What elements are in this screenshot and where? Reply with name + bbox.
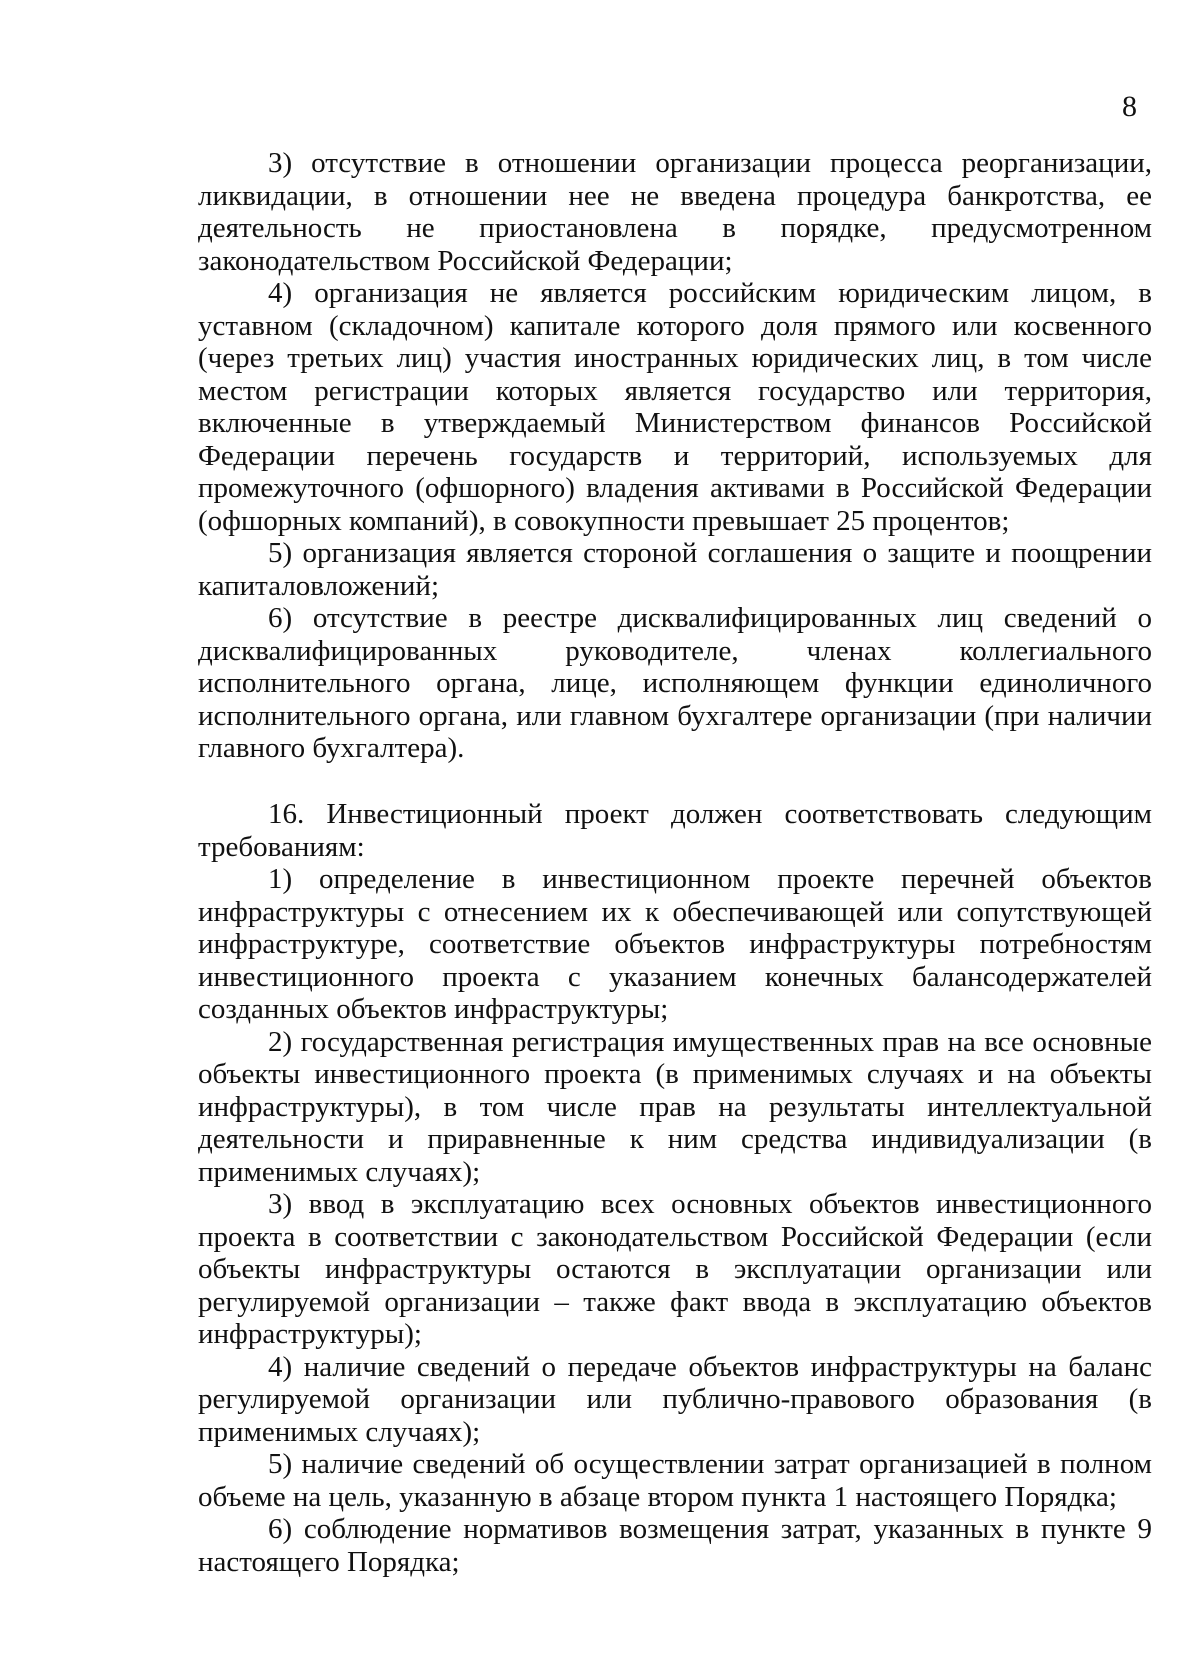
- list-item: 5) организация является стороной соглашения о защите и поощрении капиталовложений;: [198, 537, 1152, 602]
- section-heading: 16. Инвестиционный проект должен соответствовать следующим требованиям:: [198, 798, 1152, 863]
- list-item: 5) наличие сведений об осуществлении затрат организацией в полном объеме на цель, указанную в абзаце втором пункта 1 настоящего Порядка;: [198, 1448, 1152, 1513]
- list-item: 3) ввод в эксплуатацию всех основных объектов инвестиционного проекта в соответствии с законодательством Российской Федерации (если объекты инфраструктуры остаются в эксплуатации организации или регулируемой организации – также факт ввода в эксплуатацию объектов инфраструктуры);: [198, 1188, 1152, 1350]
- list-item: 6) соблюдение нормативов возмещения затрат, указанных в пункте 9 настоящего Порядка;: [198, 1513, 1152, 1578]
- list-item: 3) отсутствие в отношении организации процесса реорганизации, ликвидации, в отношении нее не введена процедура банкротства, ее деятельность не приостановлена в порядке, предусмотренном законодательством Российской Федерации;: [198, 147, 1152, 277]
- list-item: 2) государственная регистрация имущественных прав на все основные объекты инвестиционного проекта (в применимых случаях и на объекты инфраструктуры), в том числе прав на результаты интеллектуальной деятельности и приравненные к ним средства индивидуализации (в применимых случаях);: [198, 1025, 1152, 1188]
- list-item: 4) наличие сведений о передаче объектов инфраструктуры на баланс регулируемой организации или публично-правового образования (в применимых случаях);: [198, 1350, 1152, 1448]
- list-item: 6) отсутствие в реестре дисквалифицированных лиц сведений о дисквалифицированных руководителе, членах коллегиального исполнительного органа, лице, исполняющем функции единоличного исполнительного органа, или главном бухгалтере организации (при наличии главного бухгалтера).: [198, 602, 1152, 764]
- page-number: 8: [1122, 90, 1137, 123]
- section-15-continued: [198, 147, 1152, 765]
- section-16: [198, 798, 1152, 1578]
- list-item: 1) определение в инвестиционном проекте перечней объектов инфраструктуры с отнесением их к обеспечивающей или сопутствующей инфраструктуре, соответствие объектов инфраструктуры потребностям инвестиционного проекта с указанием конечных балансодержателей созданных объектов инфраструктуры;: [198, 863, 1152, 1025]
- list-item: 4) организация не является российским юридическим лицом, в уставном (складочном) капитале которого доля прямого или косвенного (через третьих лиц) участия иностранных юридических лиц, в том числе местом регистрации которых является государство или территория, включенные в утверждаемый Министерством финансов Российской Федерации перечень государств и территорий, используемых для промежуточного (офшорного) владения активами в Российской Федерации (офшорных компаний), в совокупности превышает 25 процентов;: [198, 277, 1152, 537]
